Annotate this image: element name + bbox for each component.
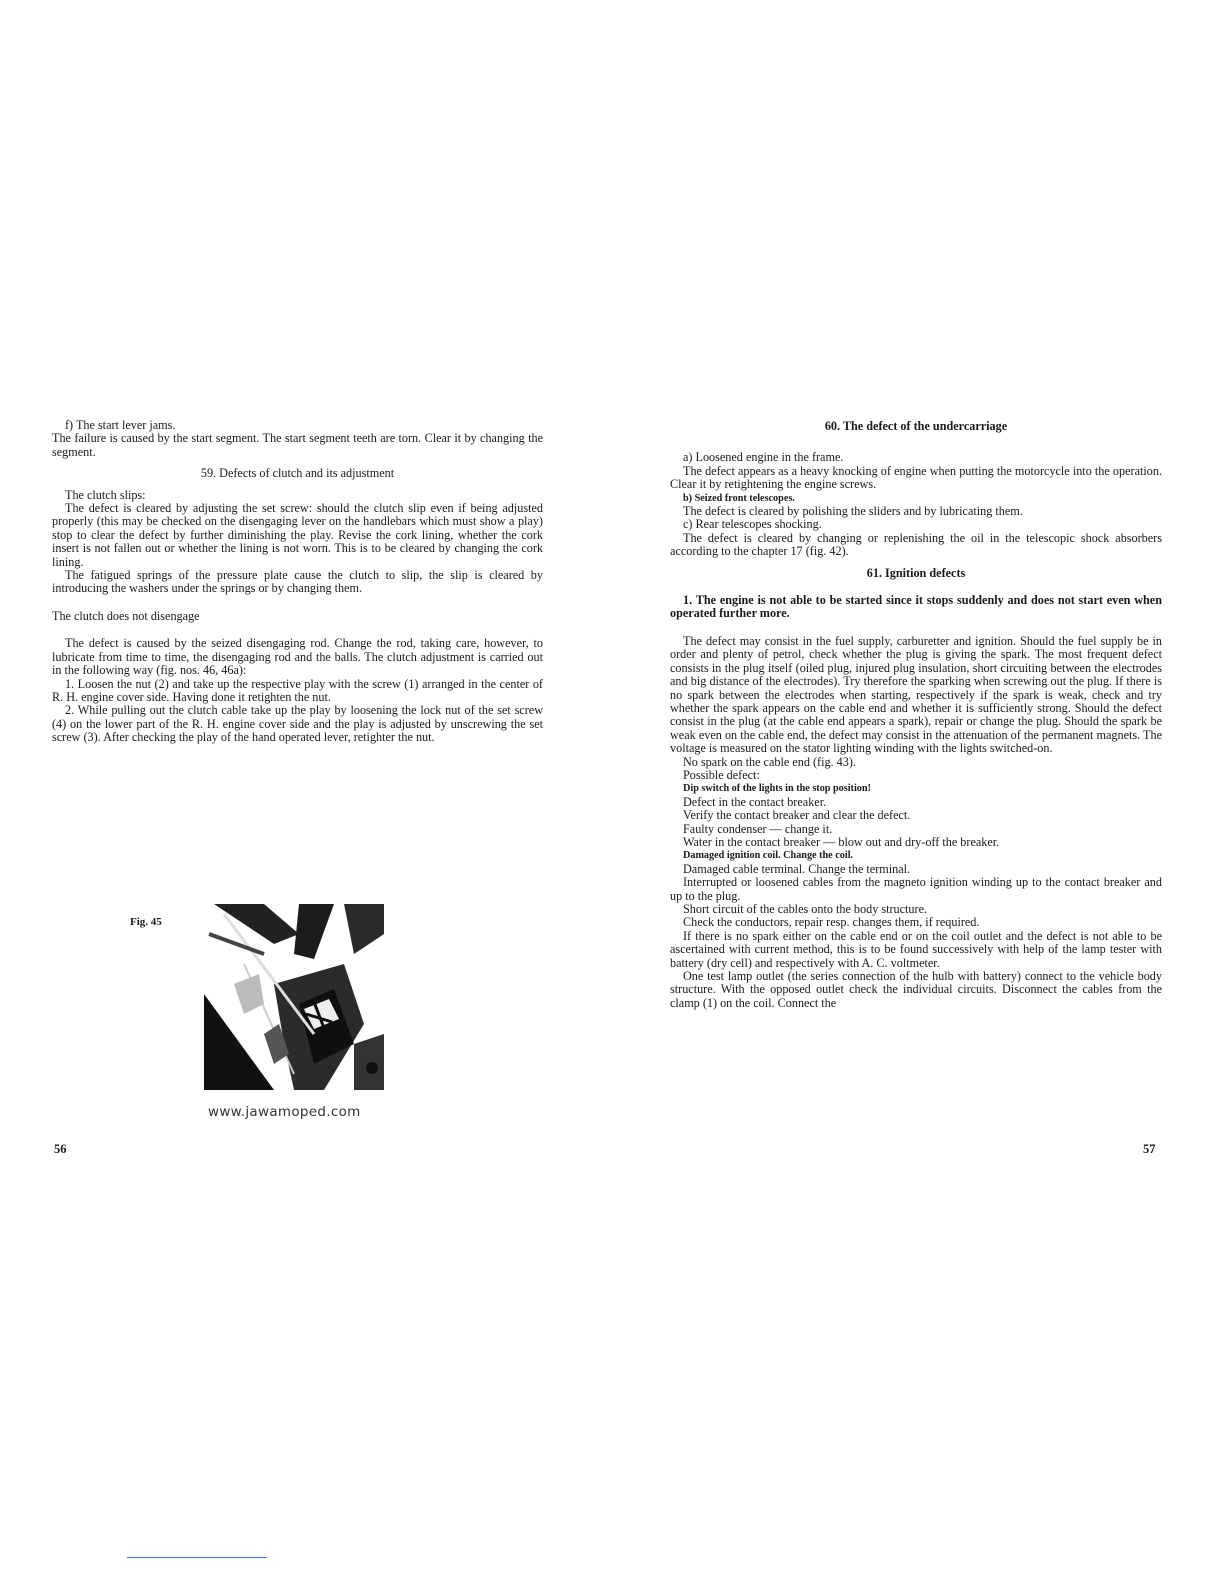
ignition-item: Defect in the contact breaker. bbox=[683, 794, 827, 809]
section-60-heading: 60. The defect of the undercarriage bbox=[824, 419, 1008, 433]
item-b-text: The defect is cleared by polishing the sliders and by lubricating them. bbox=[683, 504, 1023, 519]
link-underline bbox=[127, 1557, 267, 1558]
item-c-text: The defect is cleared by changing or replenishing the oil in the telescopic shock absorbers according to the chapter 17 (fig. 42). bbox=[670, 530, 1162, 559]
ignition-item: Water in the contact breaker — blow out and dry-off the breaker. bbox=[683, 834, 1000, 849]
ignition-item: Damaged ignition coil. Change the coil. bbox=[683, 850, 854, 862]
springs-text: The fatigued springs of the pressure plate cause the clutch to slip, the slip is cleared by introducing the washers under the springs or by changing them. bbox=[52, 568, 543, 596]
start-lever-text: The failure is caused by the start segment. The start segment teeth are torn. Clear it by changing the segment. bbox=[52, 431, 543, 459]
clutch-slips-text: The defect is cleared by adjusting the set screw: should the clutch slip even if being adjusted properly (this may be checked on the disengaging lever on the handlebars which must show a play) stop to clear the defect by further diminishing the play. Revise the cork lining, whether the cork insert is not fallen out or whether the lining is not worn. This is to be cleared by changing the cork lining. bbox=[52, 501, 543, 569]
figure-45-image bbox=[204, 904, 384, 1090]
right-page bbox=[612, 0, 1224, 1584]
left-page-text bbox=[52, 419, 543, 745]
ignition-item: Damaged cable terminal. Change the terminal. bbox=[683, 861, 911, 876]
ignition-item: Check the conductors, repair resp. changes them, if required. bbox=[683, 915, 980, 930]
item-a-title: a) Loosened engine in the frame. bbox=[683, 450, 844, 465]
website-url: www.jawamoped.com bbox=[208, 1104, 361, 1120]
item-b-title: b) Seized front telescopes. bbox=[683, 492, 795, 504]
section-59-heading: 59. Defects of clutch and its adjustment bbox=[200, 466, 395, 481]
ignition-item: Verify the contact breaker and clear the defect. bbox=[683, 808, 911, 823]
ignition-item: One test lamp outlet (the series connection of the hulb with battery) connect to the vehicle body structure. With the opposed outlet check the individual circuits. Disconnect the cables from the clamp (1) on the coil. Connect the bbox=[670, 969, 1162, 1010]
item-a-text: The defect appears as a heavy knocking of engine when putting the motorcycle into the operation. Clear it by retightening the engine screws. bbox=[670, 463, 1162, 492]
ignition-item: If there is no spark either on the cable end or on the coil outlet and the defect is not able to be ascertained with current method, this is to be found successively with help of the lamp tester with battery (dry cell) and respectively with A. C. voltmeter. bbox=[670, 928, 1162, 970]
figure-45-photo bbox=[204, 904, 384, 1090]
step-2-text: 2. While pulling out the clutch cable take up the play by loosening the lock nut of the set screw (4) on the lower part of the R. H. engine cover side and the play is adjusted by unscrewing the set screw (3). After checking the play of the hand operated lever, retighter the nut. bbox=[52, 703, 543, 745]
page-number-left: 56 bbox=[54, 1142, 67, 1156]
ignition-item: Short circuit of the cables onto the body structure. bbox=[683, 902, 928, 916]
page-number-right: 57 bbox=[1143, 1142, 1156, 1156]
ignition-item: Interrupted or loosened cables from the magneto ignition winding up to the contact breaker and up to the plug. bbox=[670, 875, 1162, 903]
ignition-item: Faulty condenser — change it. bbox=[683, 821, 833, 836]
ignition-item: Dip switch of the lights in the stop position! bbox=[683, 783, 871, 795]
step-1-text: 1. Loosen the nut (2) and take up the respective play with the screw (1) arranged in the center of R. H. engine cover side. Having done it retighten the nut. bbox=[52, 676, 543, 704]
ignition-item: No spark on the cable end (fig. 43). bbox=[683, 754, 856, 769]
disengage-text: The defect is caused by the seized disengaging rod. Change the rod, taking care, however, to lubricate from time to time, the disengaging rod and the balls. The clutch adjustment is carried out in the following way (fig. nos. 46, 46a): bbox=[52, 636, 543, 678]
ignition-item: Possible defect: bbox=[683, 767, 760, 782]
item-c-title: c) Rear telescopes shocking. bbox=[683, 517, 822, 532]
clutch-slips-label: The clutch slips: bbox=[65, 487, 146, 502]
figure-label: Fig. 45 bbox=[130, 916, 162, 928]
section-61-heading: 61. Ignition defects bbox=[866, 565, 966, 580]
section-61-subheading: 1. The engine is not able to be started since it stops suddenly and does not start even when operated further more. bbox=[670, 593, 1162, 621]
clutch-not-disengage-subheading: The clutch does not disengage bbox=[52, 608, 200, 623]
right-page-text bbox=[670, 420, 1162, 1010]
start-lever-title: f) The start lever jams. bbox=[65, 418, 176, 432]
ignition-main-paragraph: The defect may consist in the fuel supply, carburetter and ignition. Should the fuel supply be in order and plenty of petrol, check whether the plug is giving the spark. The most frequent defect consists in the plug itself (oiled plug, injured plug insulation, short circuiting between the electrodes and big distance of the electrodes). Try therefore the sparking when screwing out the plug. If there is no spark between the electrodes when starting, respectively if the spark is weak, check and try whether the spark appears on the cable end and whether it is sufficiently strong. Should the defect consist in the plug (at the cable end appears a spark), repair or change the plug. Should the spark be weak even on the cable end, the defect may consist in the attenuation of the permanent magnets. The voltage is measured on the stator lighting winding with the lights switched-on. bbox=[670, 633, 1162, 756]
